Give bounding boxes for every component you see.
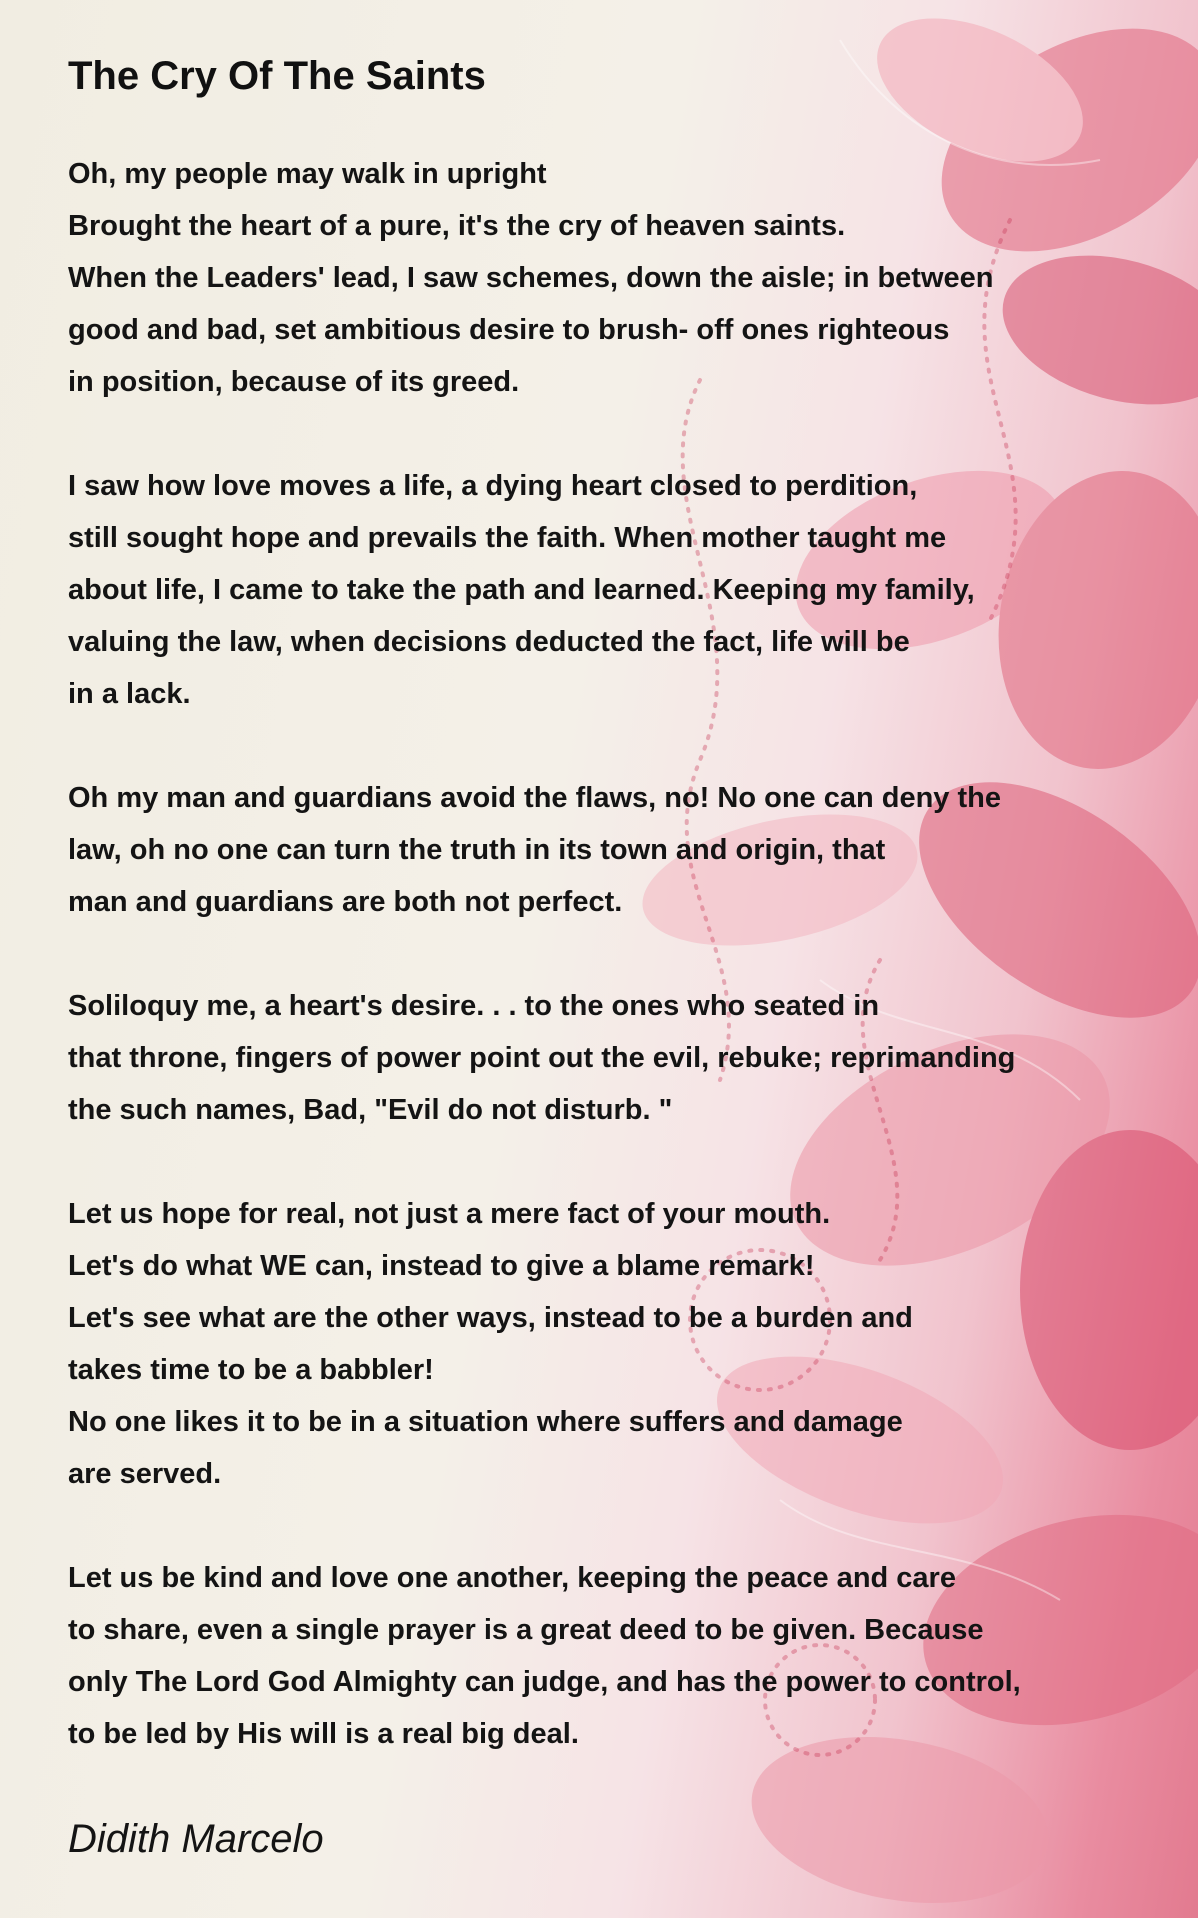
poem-line: that throne, fingers of power point out the evil, rebuke; reprimanding	[68, 1042, 1016, 1074]
poem-line: takes time to be a babbler!	[68, 1354, 434, 1386]
poem-line: Oh my man and guardians avoid the flaws, no! No one can deny the	[68, 782, 1001, 814]
poem-line: good and bad, set ambitious desire to brush- off ones righteous	[68, 314, 950, 346]
poem-line: Brought the heart of a pure, it's the cry of heaven saints.	[68, 210, 846, 242]
poem-line: still sought hope and prevails the faith. When mother taught me	[68, 522, 947, 554]
poem-line: law, oh no one can turn the truth in its town and origin, that	[68, 834, 886, 866]
poem-line: in position, because of its greed.	[68, 366, 520, 398]
stanza	[68, 772, 1178, 928]
poem-line: Soliloquy me, a heart's desire. . . to the ones who seated in	[68, 990, 880, 1022]
poem-line: When the Leaders' lead, I saw schemes, down the aisle; in between	[68, 262, 994, 294]
poem-line: valuing the law, when decisions deducted the fact, life will be	[68, 626, 910, 658]
poem-line: No one likes it to be in a situation where suffers and damage	[68, 1406, 903, 1438]
poem-line: Let us hope for real, not just a mere fact of your mouth.	[68, 1198, 831, 1230]
poem-line: to be led by His will is a real big deal.	[68, 1718, 579, 1750]
poem-line: the such names, Bad, "Evil do not disturb. "	[68, 1094, 673, 1126]
stanza	[68, 1552, 1178, 1760]
poem-line: Let's see what are the other ways, instead to be a burden and	[68, 1302, 913, 1334]
poem-line: I saw how love moves a life, a dying heart closed to perdition,	[68, 470, 918, 502]
poem-line: Let's do what WE can, instead to give a blame remark!	[68, 1250, 815, 1282]
poem-body	[68, 148, 1178, 1812]
stanza	[68, 460, 1178, 720]
poem-line: Oh, my people may walk in upright	[68, 158, 547, 190]
stanza	[68, 1188, 1178, 1500]
poem-title: The Cry Of The Saints	[68, 54, 486, 98]
poem-line: man and guardians are both not perfect.	[68, 886, 623, 918]
poem-line: Let us be kind and love one another, keeping the peace and care	[68, 1562, 956, 1594]
stanza	[68, 148, 1178, 408]
poem-line: are served.	[68, 1458, 222, 1490]
poem-author: Didith Marcelo	[68, 1817, 324, 1861]
poem-line: about life, I came to take the path and learned. Keeping my family,	[68, 574, 975, 606]
poem-line: to share, even a single prayer is a great deed to be given. Because	[68, 1614, 984, 1646]
stanza	[68, 980, 1178, 1136]
poem-line: in a lack.	[68, 678, 191, 710]
poem-line: only The Lord God Almighty can judge, and has the power to control,	[68, 1666, 1021, 1698]
